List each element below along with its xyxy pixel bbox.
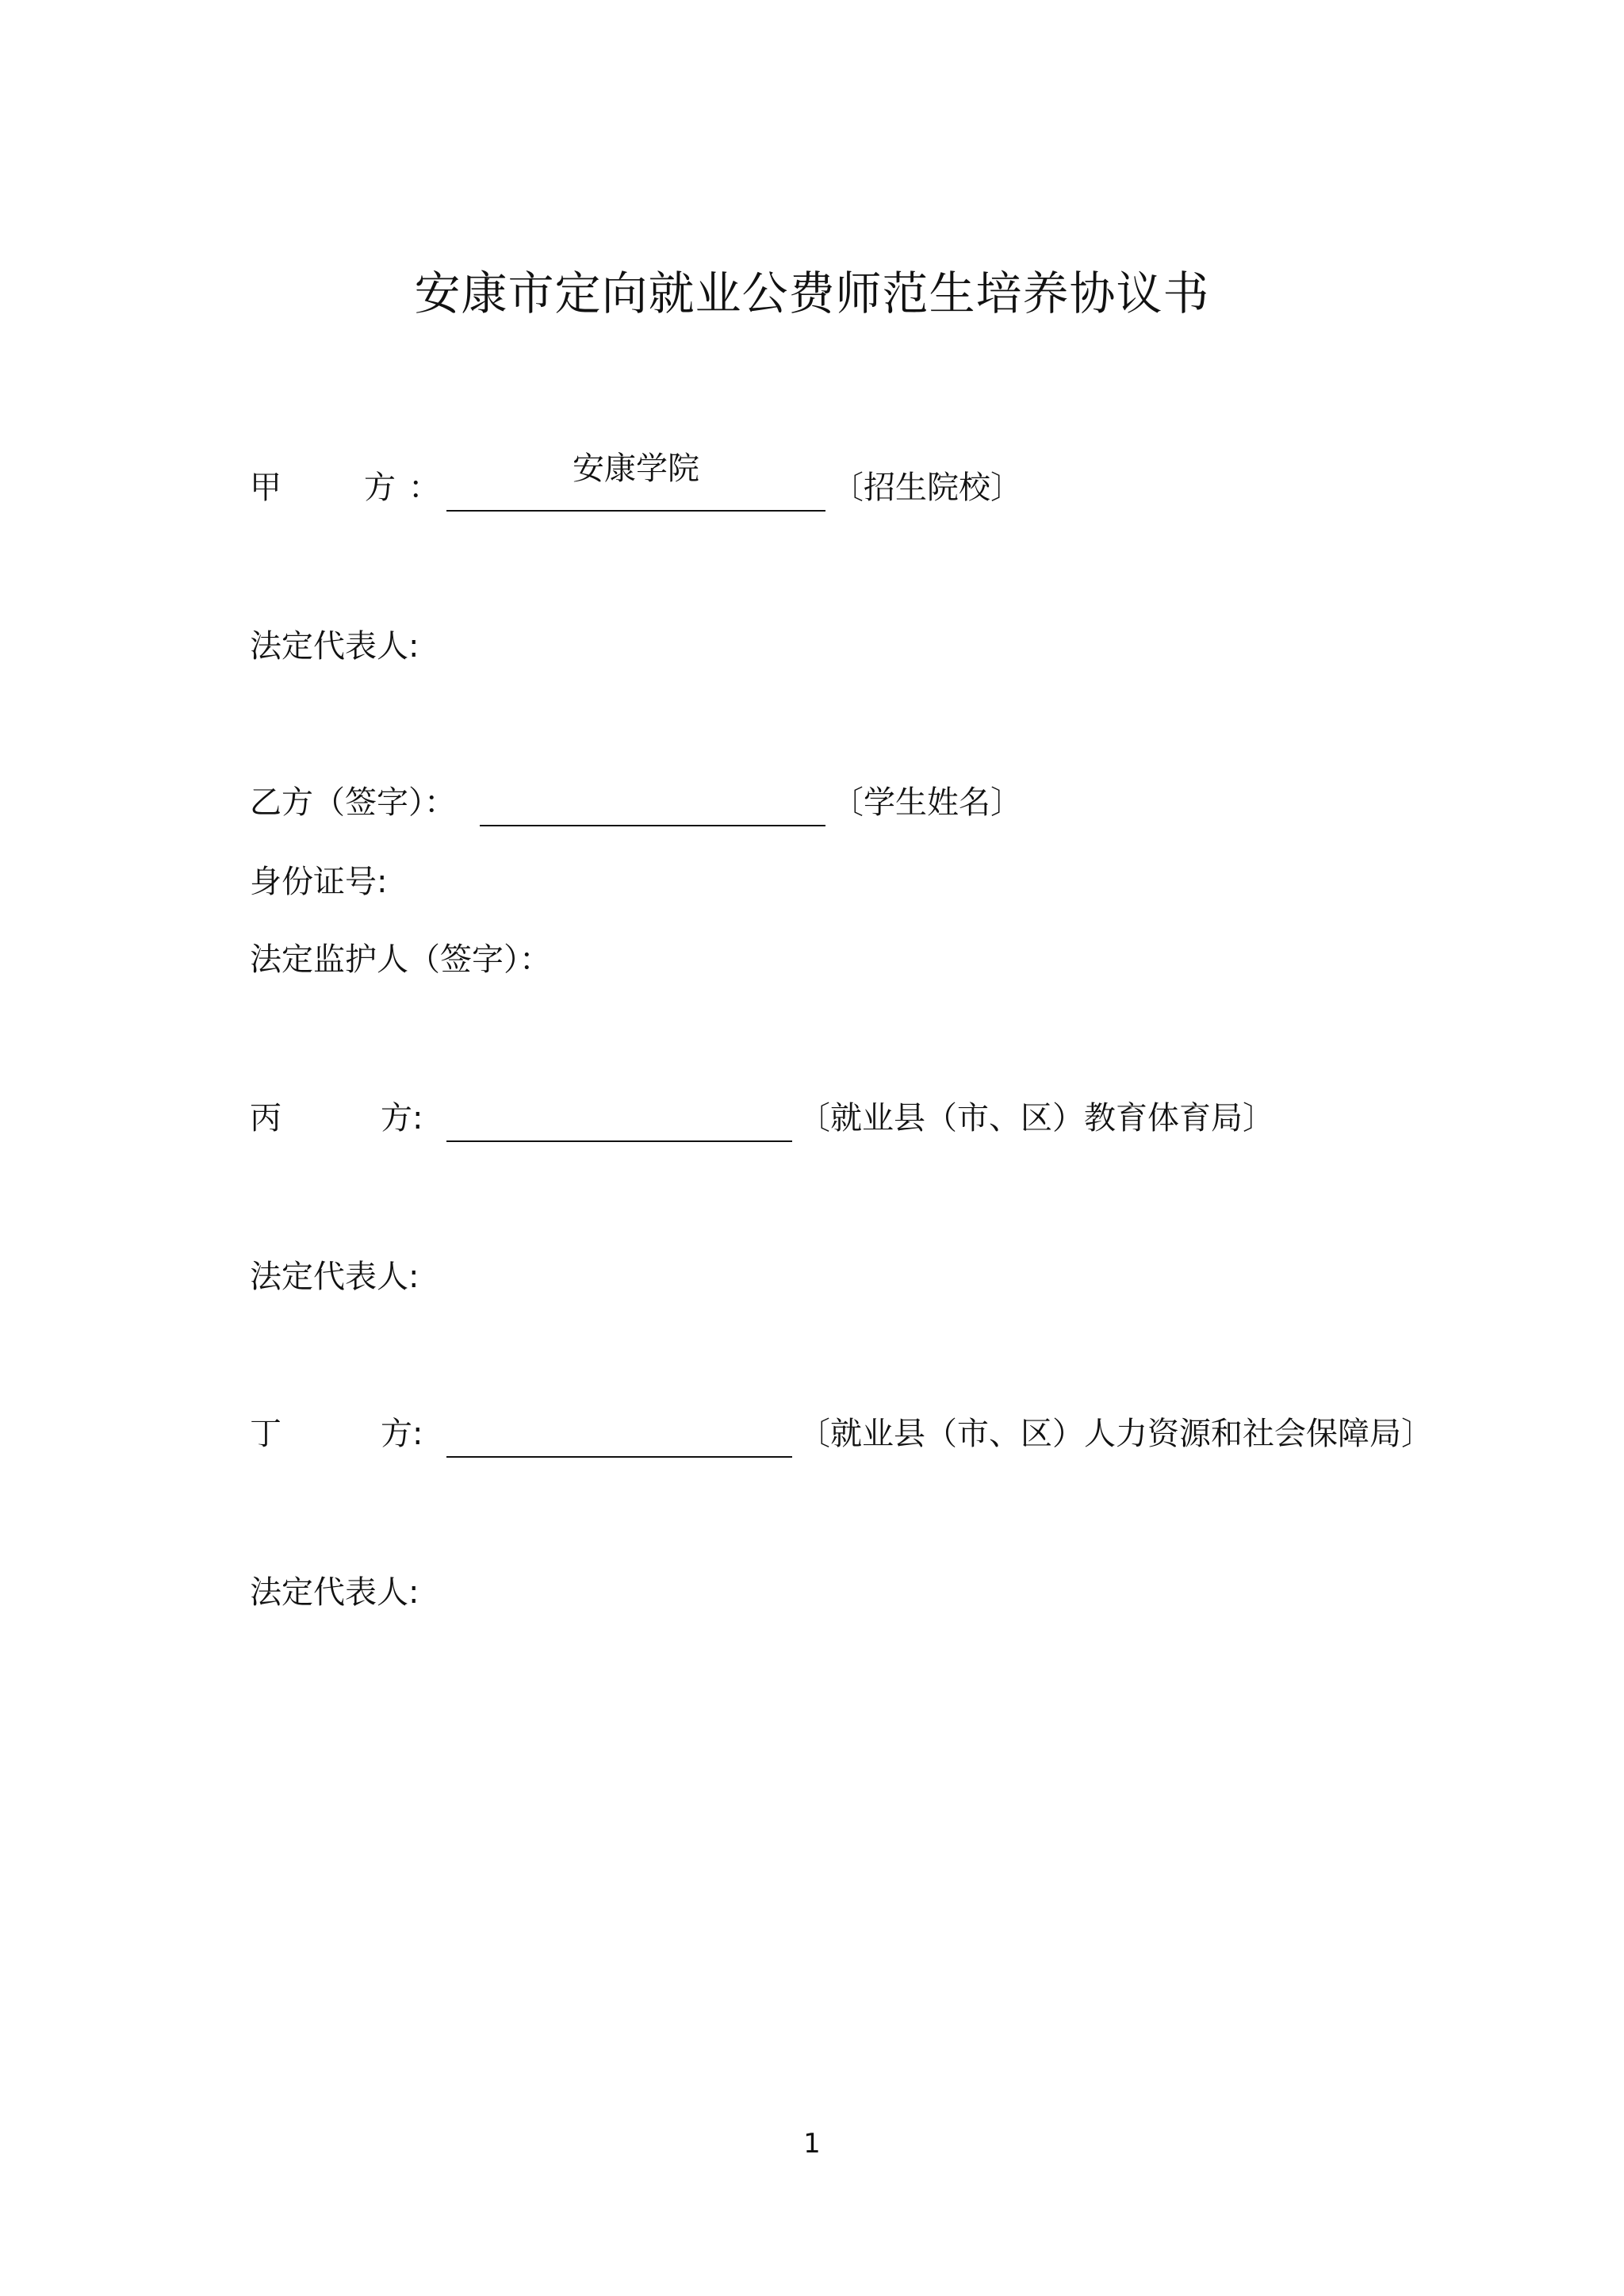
party-b-note: 〔学生姓名〕 xyxy=(832,784,1022,821)
party-a-char-1: 甲 xyxy=(250,470,282,506)
party-a-char-2: 方 xyxy=(364,470,396,506)
party-a-colon: ： xyxy=(408,470,440,506)
party-c-note: 〔就业县（市、区）教育体育局〕 xyxy=(799,1100,1274,1137)
party-a-value: 安康学院 xyxy=(573,450,699,487)
party-c-char-1: 丙 xyxy=(250,1100,282,1137)
party-d-note: 〔就业县（市、区）人力资源和社会保障局〕 xyxy=(799,1416,1433,1452)
party-b-id-label: 身份证号: xyxy=(250,864,388,900)
party-c-char-2: 方: xyxy=(381,1100,423,1137)
party-c-blank[interactable] xyxy=(446,1094,792,1142)
party-a-note: 〔招生院校〕 xyxy=(832,470,1022,506)
document-title: 安康市定向就业公费师范生培养协议书 xyxy=(414,266,1210,320)
party-b-guardian-label: 法定监护人（签字）： xyxy=(250,941,551,978)
party-d-blank[interactable] xyxy=(446,1410,792,1458)
party-a-blank[interactable] xyxy=(446,450,825,512)
page-number: 1 xyxy=(803,2128,821,2160)
party-d-char-1: 丁 xyxy=(250,1416,282,1452)
party-b-signature-blank[interactable] xyxy=(480,779,825,826)
party-a-representative-label: 法定代表人: xyxy=(250,628,419,665)
party-c-representative-label: 法定代表人: xyxy=(250,1259,419,1295)
party-b-label: 乙方（签字）： xyxy=(250,784,456,821)
party-d-char-2: 方: xyxy=(381,1416,423,1452)
party-d-representative-label: 法定代表人: xyxy=(250,1574,419,1611)
